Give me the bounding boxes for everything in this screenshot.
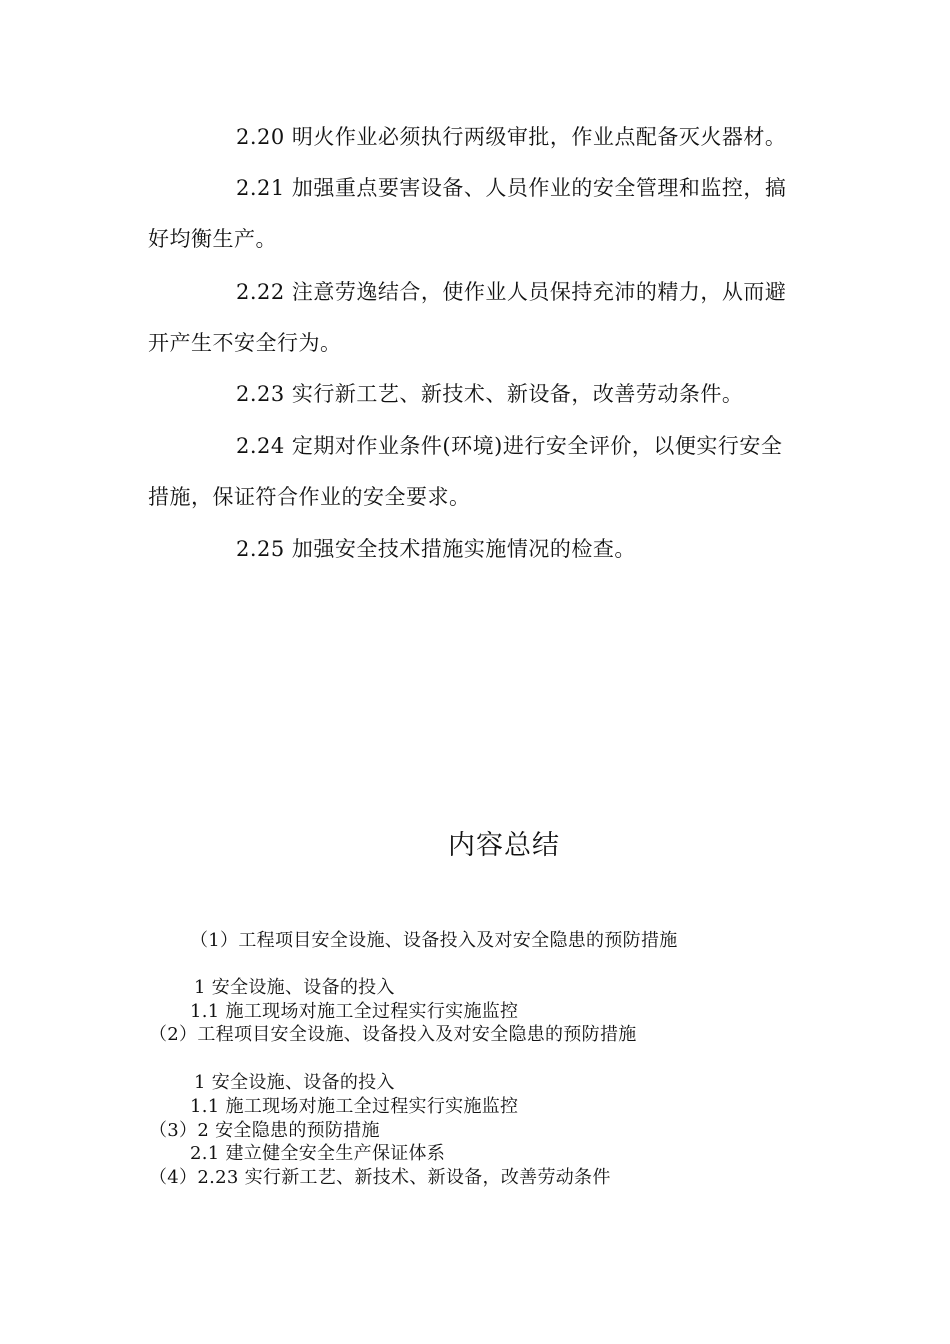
summary-item: 1 安全设施、设备的投入 xyxy=(194,1072,395,1093)
summary-item: （2）工程项目安全设施、设备投入及对安全隐患的预防措施 xyxy=(149,1024,637,1045)
summary-item: （1）工程项目安全设施、设备投入及对安全隐患的预防措施 xyxy=(190,930,678,951)
paragraph-2-24-line-1: 2.24 定期对作业条件(环境)进行安全评价，以便实行安全 xyxy=(236,434,783,458)
summary-item: （4）2.23 实行新工艺、新技术、新设备，改善劳动条件 xyxy=(149,1167,611,1188)
paragraph-2-21-line-2: 好均衡生产。 xyxy=(148,227,277,251)
paragraph-2-24-line-2: 措施，保证符合作业的安全要求。 xyxy=(148,485,471,509)
summary-item: 1.1 施工现场对施工全过程实行实施监控 xyxy=(190,1001,519,1022)
paragraph-2-22-line-1: 2.22 注意劳逸结合，使作业人员保持充沛的精力，从而避 xyxy=(236,280,787,304)
summary-item: 2.1 建立健全安全生产保证体系 xyxy=(190,1143,446,1164)
summary-item: 1.1 施工现场对施工全过程实行实施监控 xyxy=(190,1096,519,1117)
paragraph-2-20-line-1: 2.20 明火作业必须执行两级审批，作业点配备灭火器材。 xyxy=(236,125,787,149)
paragraph-2-23-line-1: 2.23 实行新工艺、新技术、新设备，改善劳动条件。 xyxy=(236,382,744,406)
paragraph-2-21-line-1: 2.21 加强重点要害设备、人员作业的安全管理和监控，搞 xyxy=(236,176,787,200)
paragraph-2-22-line-2: 开产生不安全行为。 xyxy=(148,331,342,355)
summary-title: 内容总结 xyxy=(448,830,560,861)
summary-item: （3）2 安全隐患的预防措施 xyxy=(149,1120,380,1141)
summary-item: 1 安全设施、设备的投入 xyxy=(194,977,395,998)
paragraph-2-25-line-1: 2.25 加强安全技术措施实施情况的检查。 xyxy=(236,537,636,561)
